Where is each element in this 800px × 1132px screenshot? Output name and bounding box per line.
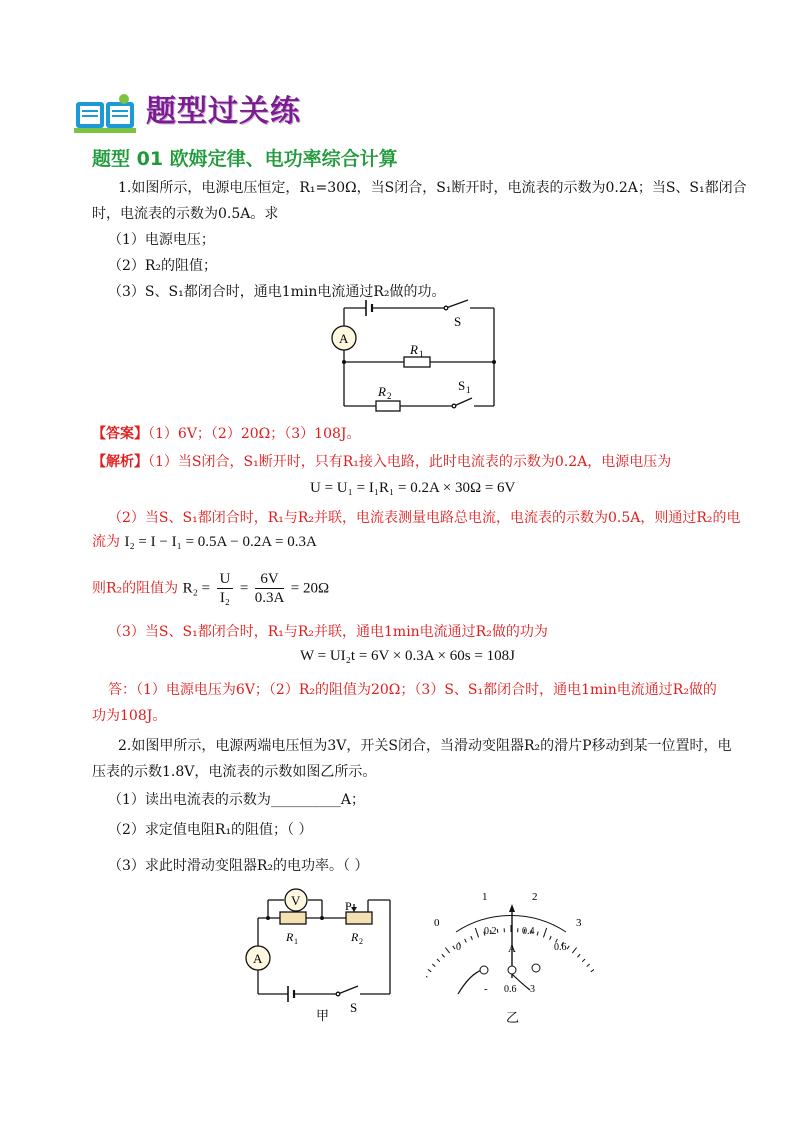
q2-ammeter-label: A (253, 951, 263, 966)
q2-circuit-jia (238, 880, 404, 1022)
dial-terminal-3: 3 (530, 984, 535, 995)
header-book-icon (72, 92, 142, 136)
q2-r2-label: R (351, 930, 359, 944)
q1-line1: 1.如图所示，电源电压恒定，R₁=30Ω，当S闭合，S₁断开时，电流表的示数为0.2A；当S、S₁都闭合 (118, 180, 747, 196)
q1-r2-label: R (378, 384, 386, 399)
dial-bottom-06: 0.6 (554, 942, 567, 953)
q1-circuit-diagram (328, 296, 500, 412)
q1-r2-sub: 2 (387, 391, 392, 401)
dial-tick (582, 959, 585, 962)
q1-eq1: U = U₁ = I₁R₁ = 0.2A × 30Ω = 6V (310, 480, 516, 496)
dial-tick (543, 928, 546, 937)
q1-analysis2b: 流为 (92, 534, 120, 550)
analysis1-text: （1）当S闭合，S₁断开时，只有R₁接入电路，此时电流表的示数为0.2A，电源电压为 (148, 454, 672, 470)
q1-conclusion1: 答：（1）电源电压为6V；（2）R₂的阻值为20Ω；（3）S、S₁都闭合时，通电1min电流通过R₂做的 (108, 682, 717, 698)
dial-unit: A (508, 943, 516, 955)
dial-tick (550, 936, 552, 940)
q1-answer (92, 424, 361, 444)
q1-line2: 时，电流表的示数为0.5A。求 (92, 206, 279, 222)
page-title: 题型过关练 (146, 94, 301, 129)
q1-eq3-rhs: = 20Ω (290, 580, 330, 597)
q2-line2: 压表的示数1.8V，电流表的示数如图乙所示。 (92, 764, 377, 780)
q1-eq2: I₂ = I − I₁ = 0.5A − 0.2A = 0.3A (124, 534, 317, 550)
q1-switch-s1-sub: 1 (466, 385, 471, 395)
q1-sub3: （3）S、S₁都闭合时，通电1min电流通过R₂做的功。 (108, 284, 446, 300)
dial-tick (471, 936, 473, 940)
dial-top-2: 2 (532, 891, 538, 903)
dial-tick (587, 964, 590, 967)
q1-sub2: （2）R₂的阻值； (108, 258, 218, 274)
q1-r1-label: R (410, 342, 418, 357)
dial-tick (442, 954, 445, 957)
dial-tick (567, 946, 569, 949)
q1-switch-s-label: S (454, 314, 462, 329)
dial-tick (445, 948, 449, 954)
q1-eq3-row: 则R₂的阻值为 R₂ = $\frac{U}{\text{I₂}}$ = $\frac{6V}{0.3A}$ = 20Ω (92, 571, 330, 606)
q2-voltmeter-label: V (291, 893, 301, 908)
q1-analysis2c: 则R₂的阻值为 (92, 580, 179, 597)
dial-terminal-minus: - (484, 983, 488, 995)
q1-analysis1 (92, 452, 671, 472)
dial-tick (437, 959, 440, 962)
q2-switch-label: S (350, 1000, 358, 1015)
dial-tick (537, 932, 538, 936)
q1-eq3-frac2: $\frac{6V}{0.3A}$ (254, 571, 285, 606)
q1-conclusion2: 功为108J。 (92, 708, 167, 724)
dial-tick (591, 969, 594, 971)
q2-r2-sub: 2 (359, 937, 363, 946)
q2-ammeter-dial-yi (426, 882, 594, 1028)
dial-terminal-06: 0.6 (504, 984, 517, 995)
q1-analysis2b-row (92, 532, 317, 552)
dial-tick (432, 964, 435, 967)
section-subtitle: 题型 01 欧姆定律、电功率综合计算 (92, 148, 398, 170)
q1-eq3-frac1: $\frac{U}{\text{I₂}}$ (217, 570, 234, 607)
dial-top-3: 3 (576, 917, 582, 929)
q1-sub1: （1）电源电压； (108, 232, 215, 248)
dial-bottom-04: 0.4 (522, 926, 535, 937)
q2-caption-yi: 乙 (506, 1010, 520, 1025)
analysis-tag: 【解析】 (92, 454, 148, 470)
dial-tick (453, 946, 455, 949)
q1-r1-sub: 1 (419, 349, 424, 359)
q2-sub2: （2）求定值电阻R₁的阻值；（ ） (108, 822, 313, 838)
q1-switch-s1-label: S (458, 378, 466, 393)
dial-bottom-0: 0 (456, 942, 461, 953)
dial-tick (475, 928, 478, 937)
q2-slider-p-label: P (345, 899, 352, 913)
q2-sub1: （1）读出电流表的示数为__________A； (108, 792, 366, 808)
dial-top-0: 0 (434, 917, 440, 929)
q1-eq4: W = UI₂t = 6V × 0.3A × 60s = 108J (300, 648, 515, 664)
dial-tick (428, 969, 431, 971)
dial-tick (497, 929, 498, 933)
dial-tick (465, 939, 467, 943)
q2-caption-jia: 甲 (316, 1008, 330, 1022)
dial-top-1: 1 (482, 891, 488, 903)
q1-analysis3: （3）当S、S₁都闭合时，R₁与R₂并联，通电1min电流通过R₂做的功为 (108, 624, 548, 640)
dial-tick (572, 948, 576, 954)
answer-text: （1）6V；（2）20Ω；（3）108J。 (148, 426, 361, 442)
dial-bottom-02: 0.2 (484, 926, 497, 937)
dial-tick (577, 954, 580, 957)
q2-r1-label: R (286, 930, 294, 944)
q1-ammeter-label: A (339, 331, 349, 346)
answer-tag: 【答案】 (92, 426, 148, 442)
q2-r1-sub: 1 (294, 937, 298, 946)
q1-eq3-lhs: R₂ = (182, 580, 211, 597)
q2-sub3: （3）求此时滑动变阻器R₂的电功率。（ ） (108, 858, 369, 874)
dial-tick (426, 972, 427, 977)
q2-line1: 2.如图甲所示，电源两端电压恒为3V，开关S闭合，当滑动变阻器R₂的滑片P移动到某一位置时，电 (118, 738, 732, 754)
q1-analysis2a: （2）当S、S₁都闭合时，R₁与R₂并联，电流表测量电路总电流，电流表的示数为0.5A，则通过R₂的电 (108, 510, 741, 526)
